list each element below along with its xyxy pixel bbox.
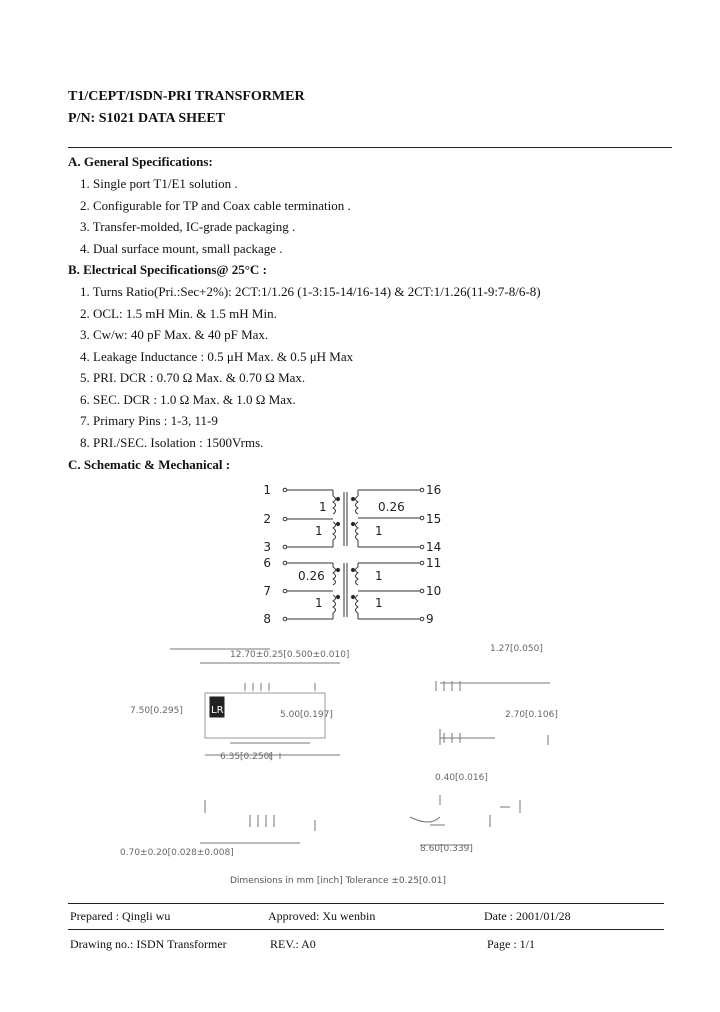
general-item: 4. Dual surface mount, small package .	[80, 241, 283, 256]
pin-label: 14	[426, 540, 442, 554]
lead-detail	[410, 795, 520, 845]
page-number: Page : 1/1	[487, 937, 535, 951]
electrical-item: 3. Cw/w: 40 pF Max. & 40 pF Max.	[80, 327, 269, 342]
pin-label: 11	[426, 556, 442, 570]
electrical-item: 7. Primary Pins : 1-3, 11-9	[80, 413, 218, 428]
ratio-label: 0.26	[298, 569, 325, 583]
pin-label: 3	[263, 540, 271, 554]
pin-label: 6	[263, 556, 271, 570]
ratio-label: 1	[319, 500, 327, 514]
bottom-transformer	[263, 556, 441, 626]
dimension-label: 0.70±0.20[0.028±0.008]	[120, 848, 234, 858]
pin-label: 15	[426, 512, 442, 526]
section-schematic-heading: C. Schematic & Mechanical :	[68, 457, 231, 472]
general-item: 3. Transfer-molded, IC-grade packaging .	[80, 219, 296, 234]
electrical-item: 5. PRI. DCR : 0.70 Ω Max. & 0.70 Ω Max.	[80, 370, 306, 385]
header-divider	[68, 147, 672, 148]
pin-label: 7	[263, 584, 271, 598]
footer-divider	[68, 903, 664, 904]
ratio-label: 1	[375, 596, 383, 610]
general-item: 1. Single port T1/E1 solution .	[80, 176, 238, 191]
top-transformer	[263, 483, 441, 554]
top-view	[170, 649, 340, 759]
dimension-label: 7.50[0.295]	[130, 706, 183, 716]
electrical-item: 8. PRI./SEC. Isolation : 1500Vrms.	[80, 435, 264, 450]
dimension-note: Dimensions in mm [inch] Tolerance ±0.25[0.01]	[230, 876, 447, 886]
dimension-label: 0.40[0.016]	[435, 773, 488, 783]
dimension-label: 8.60[0.339]	[420, 844, 473, 854]
section-electrical-heading: B. Electrical Specifications@ 25°C :	[68, 262, 267, 277]
prepared-by: Prepared : Qingli wu	[70, 909, 171, 923]
ratio-label: 1	[375, 524, 383, 538]
pin-label: 9	[426, 612, 434, 626]
footprint-view	[200, 800, 315, 843]
logo-text: LR	[211, 705, 224, 716]
document-subtitle: P/N: S1021 DATA SHEET	[68, 111, 226, 126]
dimension-label: 6.35[0.250]	[220, 752, 273, 762]
general-item: 2. Configurable for TP and Coax cable termination .	[80, 198, 351, 213]
approved-by: Approved: Xu wenbin	[268, 909, 376, 923]
electrical-item: 1. Turns Ratio(Pri.:Sec+2%): 2CT:1/1.26 (1-3:15-14/16-14) & 2CT:1/1.26(11-9:7-8/6-8)	[80, 284, 541, 299]
pin-label: 2	[263, 512, 271, 526]
document-title: T1/CEPT/ISDN-PRI TRANSFORMER	[68, 89, 305, 104]
ratio-label: 0.26	[378, 500, 405, 514]
dimension-label: 5.00[0.197]	[280, 710, 333, 720]
pin-label: 16	[426, 483, 442, 497]
pin-label: 1	[263, 483, 271, 497]
ratio-label: 1	[315, 596, 323, 610]
section-general-heading: A. General Specifications:	[68, 154, 213, 169]
dimension-label: 2.70[0.106]	[505, 710, 558, 720]
pin-label: 10	[426, 584, 442, 598]
ratio-label: 1	[375, 569, 383, 583]
mechanical-drawing	[110, 635, 600, 890]
footer-divider-middle	[68, 929, 664, 930]
revision: REV.: A0	[270, 937, 316, 951]
dimension-label: 1.27[0.050]	[490, 644, 543, 654]
document-date: Date : 2001/01/28	[484, 909, 571, 923]
pin-label: 8	[263, 612, 271, 626]
dimension-label: 12.70±0.25[0.500±0.010]	[230, 650, 350, 660]
electrical-item: 4. Leakage Inductance : 0.5 μH Max. & 0.5 μH Max	[80, 349, 354, 364]
drawing-number: Drawing no.: ISDN Transformer	[70, 937, 227, 951]
transformer-schematic	[255, 478, 455, 628]
electrical-item: 6. SEC. DCR : 1.0 Ω Max. & 1.0 Ω Max.	[80, 392, 296, 407]
ratio-label: 1	[315, 524, 323, 538]
electrical-item: 2. OCL: 1.5 mH Min. & 1.5 mH Min.	[80, 306, 277, 321]
